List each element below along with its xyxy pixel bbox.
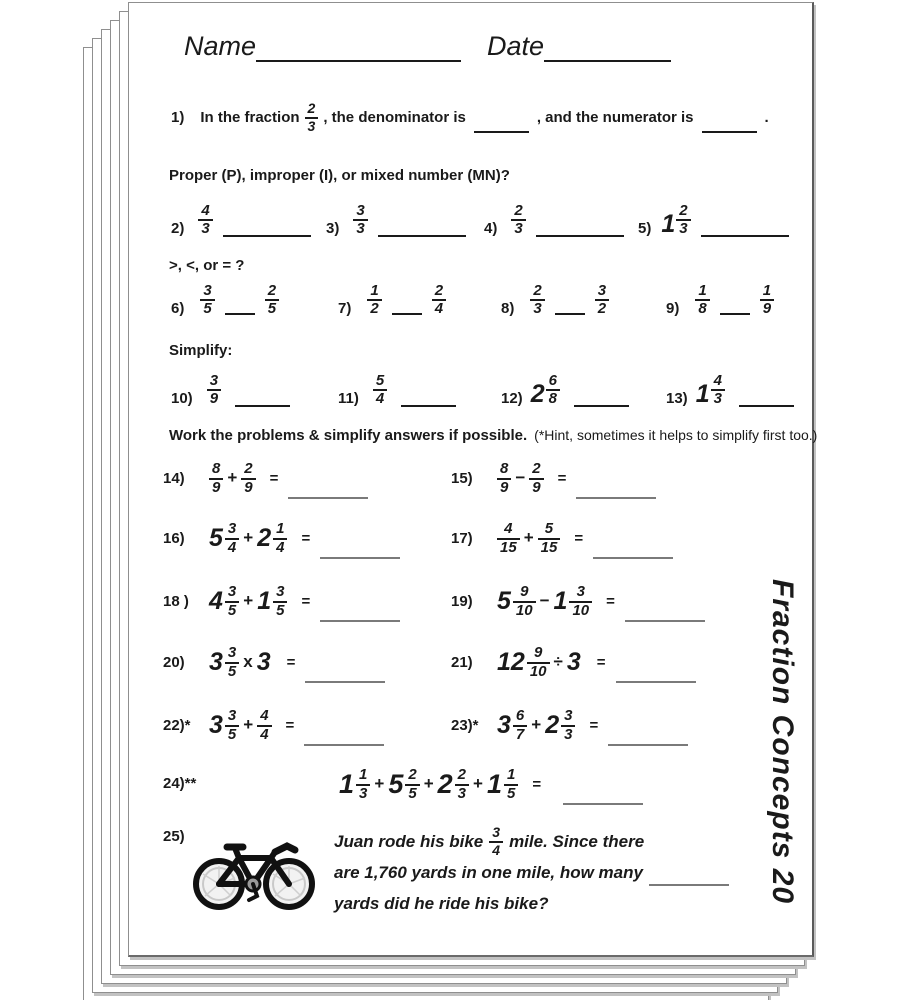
equals-sign: = [574, 529, 584, 547]
problem-number: 4) [484, 220, 498, 237]
mixed-number: 5 2 5 [388, 767, 419, 802]
simplify-problem [171, 373, 290, 408]
classify-problems-row [129, 187, 815, 237]
problem-number: 14) [163, 469, 185, 487]
problem-number: 23)* [451, 716, 479, 734]
story-line-3: yards did he ride his bike? [334, 893, 549, 913]
problem-number: 13) [666, 390, 688, 407]
work-problem [451, 584, 705, 619]
simplify-problem [501, 373, 629, 408]
problem-25 [129, 818, 815, 943]
problem-number: 17) [451, 529, 473, 547]
answer-blank[interactable] [625, 606, 705, 622]
term-2: 2 9 [529, 461, 543, 496]
term-1: 3 3 5 [209, 708, 239, 743]
term-2: 4 4 [257, 708, 271, 743]
problem-number: 3) [326, 220, 340, 237]
bicycle-icon [191, 822, 319, 914]
work-problem [163, 521, 400, 556]
term-2: 2 9 [241, 461, 255, 496]
operator: + [243, 591, 254, 611]
term-1: 3 6 7 [497, 708, 527, 743]
fraction: 4 3 [198, 203, 212, 238]
answer-blank[interactable] [320, 543, 400, 559]
classify-problem [326, 203, 466, 238]
answer-blank[interactable] [304, 730, 384, 746]
fraction: 2 3 [511, 203, 525, 238]
work-problem [163, 461, 368, 496]
classify-problem [638, 203, 789, 238]
section-heading-compare: >, <, or = ? [169, 257, 245, 274]
equals-sign: = [301, 529, 311, 547]
fraction: 6 8 [546, 373, 560, 408]
worksheet-page [128, 2, 818, 957]
fraction-right: 1 9 [760, 283, 774, 318]
classify-problem [484, 203, 624, 238]
fraction-right: 2 5 [265, 283, 279, 318]
comparison-blank[interactable] [392, 299, 422, 315]
answer-blank[interactable] [576, 483, 656, 499]
fraction-left: 2 3 [530, 283, 544, 318]
problem-number: 18 ) [163, 592, 189, 610]
section-heading-work [169, 427, 817, 444]
equals-sign: = [301, 592, 311, 610]
simplify-problem [338, 373, 456, 408]
answer-blank[interactable] [235, 391, 290, 407]
work-heading-text: Work the problems & simplify answers if possible. [169, 427, 528, 444]
comparison-blank[interactable] [720, 299, 750, 315]
answer-blank[interactable] [378, 221, 466, 237]
simplify-problems-row [129, 359, 815, 407]
name-date-row [184, 31, 671, 62]
term-1: 12 9 10 [497, 645, 550, 680]
whole-number: 1 [661, 210, 676, 238]
term-2: 3 [256, 647, 271, 676]
plus-operator: + [423, 774, 434, 794]
answer-blank[interactable] [563, 789, 643, 805]
problem-number: 19) [451, 592, 473, 610]
fraction: 3 4 [489, 825, 503, 857]
comparison-blank[interactable] [225, 299, 255, 315]
problem-number: 15) [451, 469, 473, 487]
problem-number: 24)** [163, 775, 197, 792]
work-problem [451, 521, 673, 556]
problem-text: In the fraction [200, 108, 300, 126]
compare-problem [666, 283, 774, 318]
term-1: 4 15 [497, 521, 520, 556]
answer-blank[interactable] [320, 606, 400, 622]
work-hint-text: (*Hint, sometimes it helps to simplify first too.) [534, 427, 818, 443]
fraction: 3 3 [353, 203, 367, 238]
problem-number: 21) [451, 653, 473, 671]
term-2: 3 [566, 647, 581, 676]
compare-problem [501, 283, 609, 318]
equals-sign: = [269, 469, 279, 487]
answer-blank[interactable] [288, 483, 368, 499]
answer-blank[interactable] [739, 391, 794, 407]
simplify-problem [666, 373, 794, 408]
operator: + [243, 528, 254, 548]
operator: ÷ [553, 652, 563, 672]
fraction: 2 3 [676, 203, 690, 238]
problem-number: 2) [171, 220, 185, 237]
answer-blank[interactable] [305, 667, 385, 683]
problem-number: 5) [638, 220, 652, 237]
problem-number: 10) [171, 390, 193, 407]
operator: + [523, 528, 534, 548]
answer-blank[interactable] [702, 117, 757, 133]
mixed-number: 1 1 3 [339, 767, 370, 802]
answer-blank[interactable] [536, 221, 624, 237]
fraction: 4 3 [711, 373, 725, 408]
story-line-2: are 1,760 yards in one mile, how many [334, 862, 643, 882]
answer-blank[interactable] [574, 391, 629, 407]
compare-problem [171, 283, 279, 318]
fraction-left: 1 2 [367, 283, 381, 318]
answer-blank[interactable] [649, 870, 729, 886]
answer-blank[interactable] [608, 730, 688, 746]
operator: + [243, 715, 254, 735]
date-input-line[interactable] [544, 56, 671, 62]
equals-sign: = [285, 716, 295, 734]
term-2: 1 3 10 [554, 584, 593, 619]
fraction-left: 1 8 [695, 283, 709, 318]
mixed-number: 1 1 5 [487, 767, 518, 802]
term-1: 3 3 5 [209, 645, 239, 680]
problem-number: 1) [171, 108, 185, 126]
work-problem [451, 461, 656, 496]
equals-sign: = [589, 716, 599, 734]
classify-problem [171, 203, 311, 238]
problem-24 [129, 767, 815, 819]
work-problem [451, 708, 688, 743]
comparison-blank[interactable] [555, 299, 585, 315]
answer-blank[interactable] [616, 667, 696, 683]
term-2: 2 3 3 [545, 708, 575, 743]
problem-number: 25) [163, 828, 185, 845]
problem-text: , the denominator is [323, 108, 466, 126]
term-2: 1 3 5 [257, 584, 287, 619]
answer-blank[interactable] [593, 543, 673, 559]
whole-number: 1 [695, 380, 710, 408]
answer-blank[interactable] [223, 221, 311, 237]
problem-number: 11) [338, 390, 359, 407]
fraction: 3 9 [207, 373, 221, 408]
fraction: 2 3 [305, 101, 319, 133]
plus-operator: + [473, 774, 483, 794]
answer-blank[interactable] [474, 117, 529, 133]
whole-number: 2 [530, 380, 545, 408]
work-problem [163, 645, 385, 680]
equals-sign: = [606, 592, 615, 610]
section-heading-simplify: Simplify: [169, 342, 233, 359]
term-2: 5 15 [538, 521, 561, 556]
equals-sign: = [557, 469, 567, 487]
operator: + [531, 715, 542, 735]
work-problem [163, 708, 384, 743]
problem-number: 6) [171, 300, 185, 317]
answer-blank[interactable] [401, 391, 456, 407]
problem-number: 7) [338, 300, 352, 317]
compare-problem [338, 283, 446, 318]
term-1: 4 3 5 [209, 584, 239, 619]
problem-number: 16) [163, 529, 185, 547]
problem-1 [171, 101, 769, 133]
problem-number: 9) [666, 300, 680, 317]
worksheet-title: Fraction Concepts 20 [766, 579, 799, 905]
work-problem [451, 645, 696, 680]
operator: x [243, 652, 253, 672]
section-heading-classify: Proper (P), improper (I), or mixed number (MN)? [169, 167, 510, 184]
expression [339, 767, 643, 802]
problem-number: 8) [501, 300, 515, 317]
compare-problems-row [129, 275, 815, 321]
problem-number: 22)* [163, 716, 191, 734]
fraction-right: 3 2 [595, 283, 609, 318]
term-1: 5 3 4 [209, 521, 239, 556]
operator: − [515, 468, 526, 488]
problem-number: 12) [501, 390, 523, 407]
date-label: Date [487, 31, 545, 61]
name-input-line[interactable] [256, 56, 461, 62]
equals-sign: = [532, 775, 542, 793]
fraction-right: 2 4 [432, 283, 446, 318]
fraction: 5 4 [373, 373, 387, 408]
fraction-left: 3 5 [200, 283, 214, 318]
equals-sign: = [596, 653, 606, 671]
problem-text: . [764, 108, 769, 126]
answer-blank[interactable] [701, 221, 789, 237]
operator: + [227, 468, 238, 488]
term-1: 8 9 [497, 461, 511, 496]
problem-text: , and the numerator is [536, 108, 694, 126]
story-line-1: Juan rode his bike 3 4 mile. Since there [334, 824, 645, 858]
term-1: 5 9 10 [497, 584, 536, 619]
term-1: 8 9 [209, 461, 223, 496]
name-label: Name [184, 31, 257, 61]
term-2: 2 1 4 [257, 521, 287, 556]
problem-number: 20) [163, 653, 185, 671]
equals-sign: = [286, 653, 296, 671]
operator: − [539, 591, 550, 611]
mixed-number: 2 2 3 [438, 767, 469, 802]
work-problem [163, 584, 400, 619]
word-problem-text [334, 826, 684, 919]
plus-operator: + [374, 774, 385, 794]
